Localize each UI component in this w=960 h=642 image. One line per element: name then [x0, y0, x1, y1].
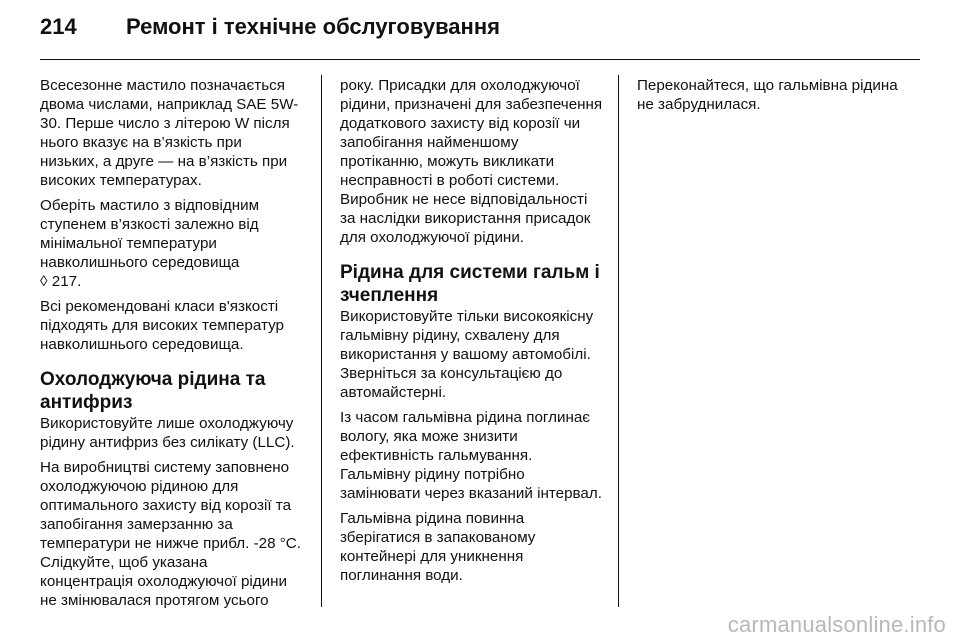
- section-title: Ремонт і технічне обслуговування: [126, 14, 500, 39]
- watermark: carmanualsonline.info: [727, 612, 946, 637]
- paragraph-oil-designation: Всесезонне мастило позначається двома числами, наприклад SAE 5W-30. Перше число з літерою W після нього вказує на в’язкість при низьких, а друге — на в’язкість при високих температурах.: [40, 77, 299, 189]
- oil-choice-text: Оберіть мастило з відповідним ступенем в’язкості залежно від мінімальної температури навколишнього середовища: [40, 197, 260, 271]
- text-column-2: [340, 76, 604, 591]
- page-number: 214: [40, 14, 77, 39]
- paragraph-brake-fluid-clean: Переконайтеся, що гальмівна рідина не забруднилася.: [637, 77, 898, 113]
- paragraph-brake-fluid-storage: Гальмівна рідина повинна зберігатися в запакованому контейнері для уникнення поглинання води.: [340, 510, 536, 584]
- header-rule: [40, 59, 920, 60]
- paragraph-viscosity-classes: Всі рекомендовані класи в'язкості підходять для високих температур навколишнього середовища.: [40, 298, 284, 353]
- paragraph-brake-fluid-use: Використовуйте тільки високоякісну гальмівну рідину, схвалену для використання у вашому автомобілі. Зверніться за консультацією до автомайстерні.: [340, 308, 594, 401]
- text-column-1: [40, 76, 304, 616]
- column-divider: [321, 75, 322, 607]
- page-header: [40, 14, 920, 54]
- paragraph-coolant-use: Використовуйте лише охолоджуючу рідину антифриз без силікату (LLC).: [40, 415, 295, 451]
- heading-coolant: Охолоджуюча рідина та антифриз: [40, 369, 266, 413]
- page-reference-arrow-icon: ◊: [40, 273, 48, 290]
- text-column-3: [637, 76, 901, 120]
- paragraph-brake-fluid-moisture: Із часом гальмівна рідина поглинає вологу, яка може знизити ефективність гальмування. Гальмівну рідину потрібно замінювати через вказаний інтервал.: [340, 409, 602, 502]
- paragraph-coolant-factory: На виробництві систему заповнено охолоджуючою рідиною для оптимального захисту від корозії та запобігання замерзанню за температури не нижче прибл. -28 °C. Слідкуйте, щоб указана концентрація охолоджуючої рідини не змінювалася протягом усього: [40, 459, 301, 609]
- heading-brake-fluid: Рідина для системи гальм і зчеплення: [340, 262, 600, 306]
- paragraph-coolant-additives: року. Присадки для охолоджуючої рідини, призначені для забезпечення додаткового захисту від корозії чи запобігання найменшому протіканню, можуть викликати несправності в роботі системи. Виробник не несе відповідальності за наслідки використання присадок для охолоджуючої рідини.: [340, 77, 603, 246]
- page-reference-link[interactable]: 217.: [51, 273, 82, 290]
- column-divider: [618, 75, 619, 607]
- paragraph-oil-choice: [40, 196, 304, 291]
